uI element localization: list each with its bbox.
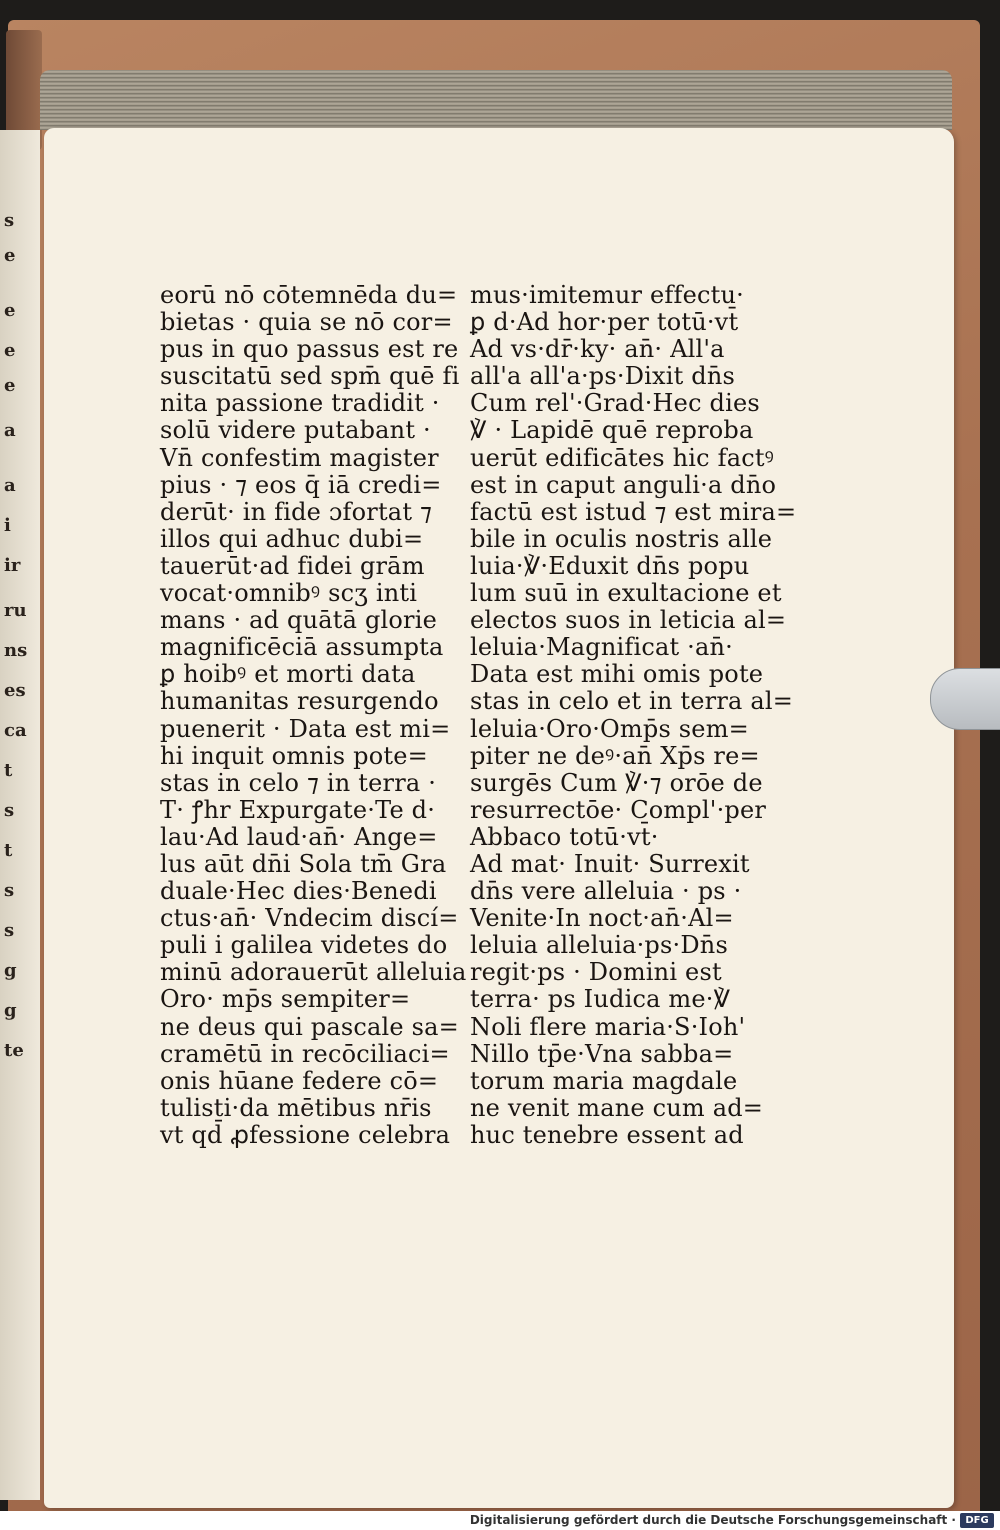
text-line: humanitas resurgendo <box>160 687 439 716</box>
text-line: duale·Hec dies·Benedi <box>160 877 437 906</box>
text-line: ctus·an̄· Vndecim discí= <box>160 904 459 933</box>
facing-page-fragment: e <box>4 375 16 396</box>
text-line: leluia·Magnificat ·an̄· <box>470 633 734 662</box>
text-line: puli i galilea videtes do <box>160 931 448 960</box>
text-line: ne deus qui pascale sa= <box>160 1012 459 1041</box>
text-line: Noli flere maria·S·Ioh' <box>470 1012 746 1041</box>
text-line: ꝑ d·Ad hor·per totū·vt̄ <box>470 308 739 337</box>
facing-page-edge <box>0 130 40 1500</box>
text-line: luia·℣·Eduxit dn̄s popu <box>470 551 750 580</box>
text-line: stas in celo et in terra al= <box>470 687 794 716</box>
text-line: resurrectōe· Compl'·per <box>470 795 767 824</box>
text-line: puenerit · Data est mi= <box>160 714 451 743</box>
text-column-left <box>160 281 467 1149</box>
text-line: bile in oculis nostris alle <box>470 524 773 553</box>
facing-page-fragment: ru <box>4 600 27 621</box>
text-line: minū adorauerūt alleluia <box>160 958 467 987</box>
facing-page-fragment: s <box>4 880 15 901</box>
text-column-right <box>470 281 797 1149</box>
facing-page-fragment: te <box>4 1040 24 1061</box>
text-line: Vn̄ confestim magister <box>160 443 439 472</box>
text-line: surgēs Cum ℣·⁊ orōe de <box>470 768 763 797</box>
text-line: Cum rel'·Grad·Hec dies <box>470 389 760 418</box>
text-line: lau·Ad laud·an̄· Ange= <box>160 822 438 851</box>
facing-page-fragment: a <box>4 475 16 496</box>
text-line: cramētū in recōciliaci= <box>160 1039 450 1068</box>
facing-page-fragment: ns <box>4 640 28 661</box>
text-line: lus aūt dn̄i Sola tm̄ Gra <box>160 849 447 878</box>
text-line: Ad mat· Inuit· Surrexit <box>470 849 750 878</box>
text-line: regit·ps · Domini est <box>470 958 722 987</box>
text-line: leluia·Oro·Omp̄s sem= <box>470 714 749 743</box>
facing-page-fragment: ir <box>4 555 21 576</box>
text-line: pus in quo passus est re <box>160 335 459 364</box>
page-clip-marker <box>930 668 1000 730</box>
page-stack-edge <box>40 70 952 130</box>
facing-page-fragment: g <box>4 960 17 981</box>
text-line: Oro· mp̄s sempiter= <box>160 985 411 1014</box>
text-line: est in caput anguli·a dn̄o <box>470 470 777 499</box>
facing-page-fragment: t <box>4 840 13 861</box>
text-line: vocat·omnibꝰ scʒ inti <box>160 579 418 608</box>
text-line: tauerūt·ad fidei grām <box>160 551 425 580</box>
text-line: leluia alleluia·ps·Dn̄s <box>470 931 728 960</box>
text-line: electos suos in leticia al= <box>470 606 787 635</box>
text-line: mans · ad quātā glorie <box>160 606 437 635</box>
text-line: uerūt edificātes hic factꝰ <box>470 443 775 472</box>
text-line: illos qui adhuc dubi= <box>160 524 424 553</box>
facing-page-fragment: es <box>4 680 26 701</box>
text-line: derūt· in fide ɔfortat ⁊ <box>160 497 433 526</box>
text-line: torum maria magdale <box>470 1066 738 1095</box>
text-line: ℣ · Lapidē quē reproba <box>470 416 754 445</box>
facing-page-fragment: i <box>4 515 11 536</box>
text-line: Abbaco totū·vt̄· <box>470 822 659 851</box>
facing-page-fragment: e <box>4 300 16 321</box>
text-line: huc tenebre essent ad <box>470 1120 744 1149</box>
footer-credit: Digitalisierung gefördert durch die Deutsche Forschungsgemeinschaft · <box>469 1513 956 1527</box>
facing-page-fragment: s <box>4 210 15 231</box>
text-line: solū videre putabant · <box>160 416 431 445</box>
text-line: mus·imitemur effectu· <box>470 281 744 309</box>
text-line: Nillo tp̄e·Vna sabba= <box>470 1039 734 1068</box>
text-line: T· ꝭhr Expurgate·Te d· <box>160 795 436 824</box>
text-line: Ad vs·dr̄·ky· an̄· All'a <box>470 335 725 364</box>
footer-bar <box>0 1511 1000 1530</box>
text-line: magnificēciā assumpta <box>160 633 444 662</box>
text-line: onis hūane federe cō= <box>160 1066 439 1095</box>
text-line: pius · ⁊ eos q̄ iā credi= <box>160 470 442 499</box>
text-line: factū est istud ⁊ est mira= <box>470 497 797 526</box>
text-line: Data est mihi omis pote <box>470 660 764 689</box>
text-line: dn̄s vere alleluia · ps · <box>470 877 742 906</box>
facing-page-fragment: ca <box>4 720 27 741</box>
text-line: ne venit mane cum ad= <box>470 1093 764 1122</box>
text-line: all'a all'a·ps·Dixit dn̄s <box>470 362 736 391</box>
facing-page-fragment: g <box>4 1000 17 1021</box>
text-line: lum suū in exultacione et <box>470 579 782 608</box>
text-line: ꝑ hoibꝰ et morti data <box>160 660 416 689</box>
facing-page-fragment: a <box>4 420 16 441</box>
facing-page-fragment: e <box>4 340 16 361</box>
text-line: hi inquit omnis pote= <box>160 741 428 770</box>
text-line: vt qd̄ ꝓfessione celebra <box>160 1120 451 1149</box>
text-line: suscitatū sed spm̄ quē fi <box>160 362 460 391</box>
facing-page-fragment: s <box>4 920 15 941</box>
text-line: bietas · quia se nō cor= <box>160 308 453 337</box>
text-line: nita passione tradidit · <box>160 389 440 418</box>
text-line: terra· ps Iudica me·℣ <box>470 985 731 1014</box>
text-line: piter ne deꝰ·an̄ Xp̄s re= <box>470 741 760 770</box>
text-line: eorū nō cōtemnēda du= <box>160 281 458 309</box>
facing-page-fragment: s <box>4 800 15 821</box>
dfg-logo: DFG <box>960 1513 994 1528</box>
text-line: tulisti·da mētibus nr̄is <box>160 1093 432 1122</box>
facing-page-fragment: e <box>4 245 16 266</box>
text-line: stas in celo ⁊ in terra · <box>160 768 437 797</box>
text-line: Venite·In noct·an̄·Al= <box>470 904 734 933</box>
facing-page-fragment: t <box>4 760 13 781</box>
